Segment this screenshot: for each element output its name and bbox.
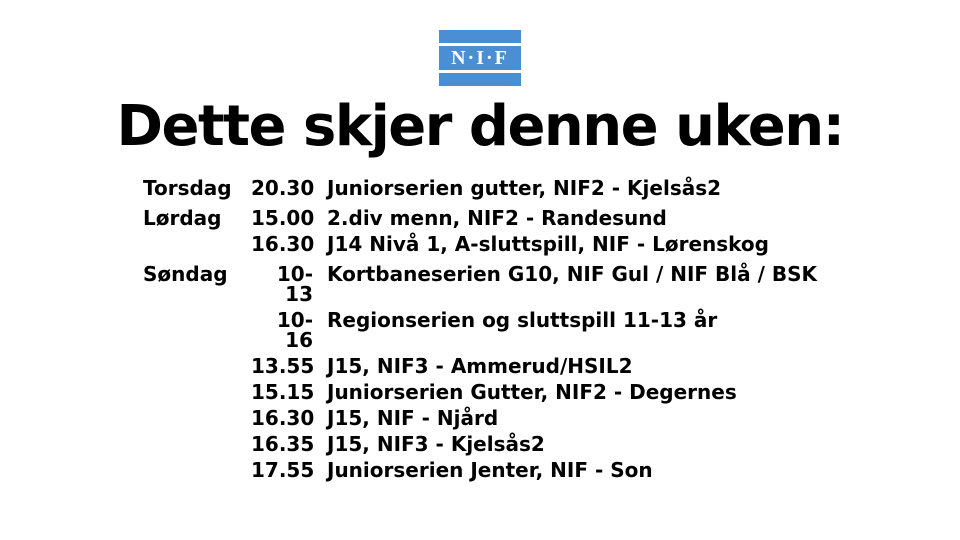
schedule-time: 16.35 [251,432,315,456]
schedule-day-group [143,178,863,198]
schedule-day-label: Torsdag [143,176,232,200]
schedule-event: Juniorserien gutter, NIF2 - Kjelsås2 [327,176,722,200]
page-title: Dette skjer denne uken: [116,94,844,159]
schedule-event: J15, NIF3 - Kjelsås2 [327,432,545,456]
schedule-event: J15, NIF - Njård [327,406,499,430]
schedule-event: Juniorserien Gutter, NIF2 - Degernes [327,380,737,404]
schedule-row [143,208,863,228]
schedule-time: 17.55 [251,458,315,482]
schedule-row [143,408,863,428]
schedule-row [143,264,863,304]
schedule-day-group [143,264,863,480]
nif-logo [439,30,521,86]
logo-container [0,30,960,86]
schedule-time: 13.55 [251,354,315,378]
schedule-row [143,310,863,350]
schedule-time: 16.30 [251,406,315,430]
schedule-time: 16.30 [251,232,315,256]
schedule-day-group [143,208,863,254]
logo-bar-top [439,43,521,46]
schedule-event: Kortbaneserien G10, NIF Gul / NIF Blå / BSK [327,262,818,286]
schedule-day-label: Lørdag [143,206,222,230]
schedule-row [143,234,863,254]
schedule-time: 15.15 [251,380,315,404]
schedule-event: 2.div menn, NIF2 - Randesund [327,206,667,230]
schedule-row [143,356,863,376]
schedule-event: Juniorserien Jenter, NIF - Son [327,458,653,482]
schedule-time: 10-16 [276,308,313,352]
logo-text: N·I·F [451,47,509,69]
schedule-time: 20.30 [251,176,315,200]
schedule-event: J14 Nivå 1, A-sluttspill, NIF - Lørenskog [327,232,769,256]
schedule-row [143,460,863,480]
schedule-time: 10-13 [276,262,313,306]
schedule-day-label: Søndag [143,262,228,286]
schedule-list [143,178,863,490]
schedule-row [143,178,863,198]
schedule-event: J15, NIF3 - Ammerud/HSIL2 [327,354,633,378]
schedule-row [143,382,863,402]
schedule-event: Regionserien og sluttspill 11-13 år [327,308,718,332]
logo-bar-bottom [439,70,521,73]
schedule-row [143,434,863,454]
schedule-time: 15.00 [251,206,315,230]
